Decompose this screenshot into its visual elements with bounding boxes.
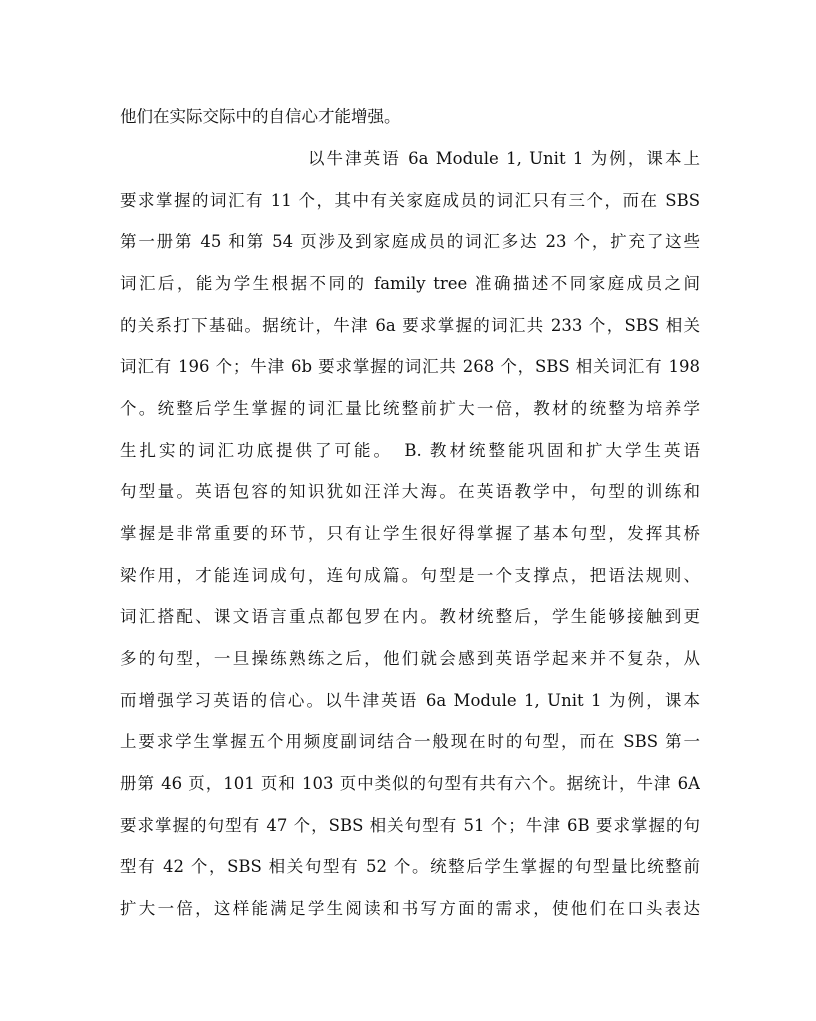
- text-line: 型有 42 个，SBS 相关句型有 52 个。统整后学生掌握的句型量比统整前: [120, 857, 700, 876]
- text-line: 生扎实的词汇功底提供了可能。 B. 教材统整能巩固和扩大学生英语: [120, 441, 700, 460]
- text-line: 第一册第 45 和第 54 页涉及到家庭成员的词汇多达 23 个，扩充了这些: [120, 232, 700, 251]
- text-line: 词汇搭配、课文语言重点都包罗在内。教材统整后，学生能够接触到更: [120, 607, 700, 626]
- text-line: 要求掌握的词汇有 11 个，其中有关家庭成员的词汇只有三个，而在 SBS: [120, 191, 700, 210]
- text-line: 而增强学习英语的信心。以牛津英语 6a Module 1, Unit 1 为例，课本: [120, 691, 700, 710]
- text-line: 册第 46 页，101 页和 103 页中类似的句型有共有六个。据统计，牛津 6A: [120, 774, 700, 793]
- text-line: 梁作用，才能连词成句，连句成篇。句型是一个支撑点，把语法规则、: [120, 566, 700, 585]
- text-line: 以牛津英语 6a Module 1, Unit 1 为例，课本上: [308, 149, 700, 168]
- text-line: 他们在实际交际中的自信心才能增强。: [120, 107, 401, 126]
- text-line: 多的句型，一旦操练熟练之后，他们就会感到英语学起来并不复杂，从: [120, 649, 700, 668]
- text-line: 上要求学生掌握五个用频度副词结合一般现在时的句型，而在 SBS 第一: [120, 732, 700, 751]
- text-line: 词汇有 196 个；牛津 6b 要求掌握的词汇共 268 个，SBS 相关词汇有 198: [120, 357, 700, 376]
- text-line: 要求掌握的句型有 47 个，SBS 相关句型有 51 个；牛津 6B 要求掌握的句: [120, 816, 700, 835]
- text-line: 扩大一倍，这样能满足学生阅读和书写方面的需求，使他们在口头表达: [120, 899, 700, 918]
- text-line: 词汇后，能为学生根据不同的 family tree 准确描述不同家庭成员之间: [120, 274, 700, 293]
- text-line: 个。统整后学生掌握的词汇量比统整前扩大一倍，教材的统整为培养学: [120, 399, 700, 418]
- text-line: 掌握是非常重要的环节，只有让学生很好得掌握了基本句型，发挥其桥: [120, 524, 700, 543]
- text-line: 句型量。英语包容的知识犹如汪洋大海。在英语教学中，句型的训练和: [120, 482, 700, 501]
- text-line: 的关系打下基础。据统计，牛津 6a 要求掌握的词汇共 233 个，SBS 相关: [120, 316, 700, 335]
